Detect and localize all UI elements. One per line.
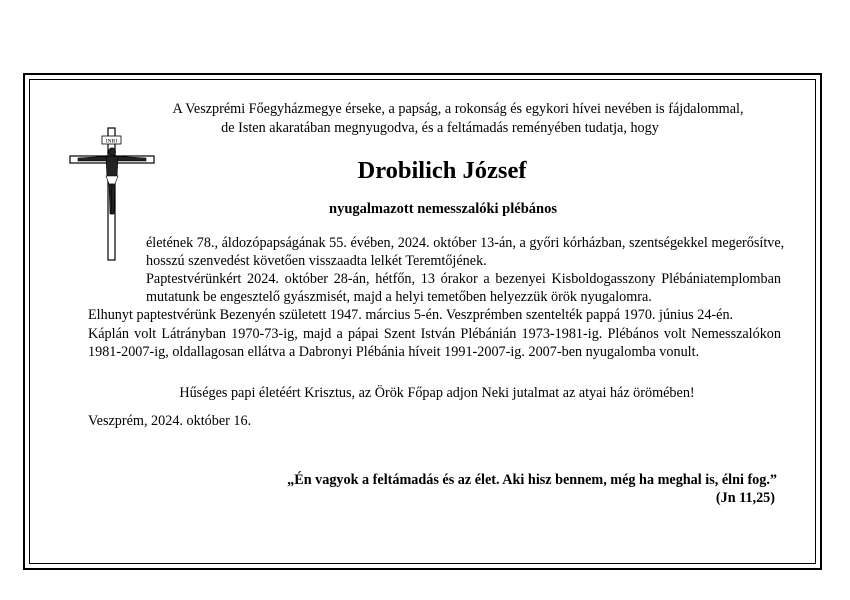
bible-quote-reference: (Jn 11,25) <box>715 490 775 506</box>
body-line-7: 1981-2007-ig, oldallagosan ellátva a Dabronyi Plébánia híveit 1991-2007-ig. 2007-ben nyugalomba vonult. <box>88 344 700 360</box>
body-line-4: mutatunk be engesztelő gyászmisét, majd a helyi temetőben helyezzük örök nyugalomra. <box>146 289 652 305</box>
inri-label: INRI <box>105 138 118 145</box>
body-line-1: életének 78., áldozópapságának 55. évében, 2024. október 13-án, a győri kórházban, szentségekkel megerősítve, <box>146 235 785 251</box>
intro-line-1: A Veszprémi Főegyházmegye érseke, a papság, a rokonság és egykori hívei nevében is fájdalommal, <box>172 101 744 117</box>
body-line-6: Káplán volt Látrányban 1970-73-ig, majd a pápai Szent István Plébánián 1973-1981-ig. Plébános volt Nemesszalókon <box>88 326 781 342</box>
intro-line-2: de Isten akaratában megnyugodva, és a feltámadás reményében tudatja, hogy <box>221 120 659 136</box>
body-line-3: Paptestvérünkért 2024. október 28-án, hétfőn, 13 órakor a bezenyei Kisboldogasszony Plébániatemplomban <box>146 271 781 287</box>
deceased-name: Drobilich József <box>357 157 527 184</box>
deceased-title: nyugalmazott nemesszalóki plébános <box>329 201 557 217</box>
body-line-5: Elhunyt paptestvérünk Bezenyén született 1947. március 5-én. Veszprémben szentelték pappá 1970. június 24-én. <box>88 307 734 323</box>
bible-quote: „Én vagyok a feltámadás és az élet. Aki hisz bennem, még ha meghal is, élni fog.” <box>287 472 777 488</box>
crucifix-icon <box>68 126 158 262</box>
place-date: Veszprém, 2024. október 16. <box>88 413 252 429</box>
tribute-line: Hűséges papi életéért Krisztus, az Örök Főpap adjon Neki jutalmat az atyai ház örömében! <box>179 385 695 401</box>
body-line-2: hosszú szenvedést követően visszaadta lelkét Teremtőjének. <box>146 253 487 269</box>
